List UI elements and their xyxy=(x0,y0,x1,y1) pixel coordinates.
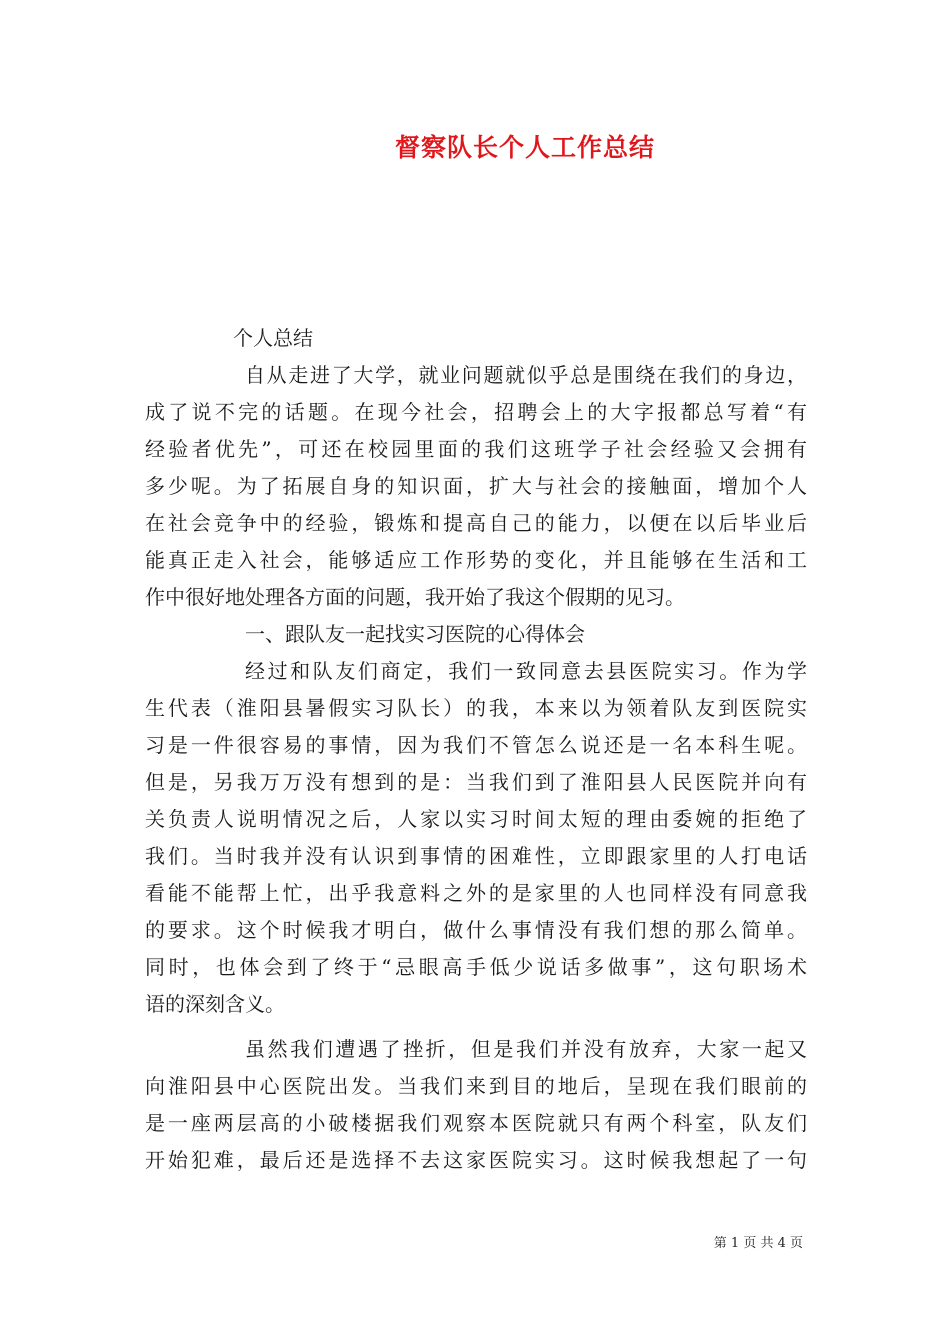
body-line: 虽然我们遭遇了挫折，但是我们并没有放弃，大家一起又 xyxy=(245,1037,807,1061)
body-line: 我们。当时我并没有认识到事情的困难性，立即跟家里的人打电话 xyxy=(145,844,807,868)
page-footer: 第 1 页 共 4 页 xyxy=(713,1236,803,1251)
body-line: 经验者优先”，可还在校园里面的我们这班学子社会经验又会拥有 xyxy=(145,437,807,461)
body-line: 但是，另我万万没有想到的是：当我们到了淮阳县人民医院并向有 xyxy=(145,770,807,794)
body-line: 一、跟队友一起找实习医院的心得体会 xyxy=(245,622,585,646)
body-line: 向淮阳县中心医院出发。当我们来到目的地后，呈现在我们眼前的 xyxy=(145,1074,807,1098)
body-line: 个人总结 xyxy=(233,326,313,350)
body-line: 多少呢。为了拓展自身的知识面，扩大与社会的接触面，增加个人 xyxy=(145,474,807,498)
body-line: 同时，也体会到了终于“忌眼高手低少说话多做事”，这句职场术 xyxy=(145,955,807,979)
body-line: 关负责人说明情况之后，人家以实习时间太短的理由委婉的拒绝了 xyxy=(145,807,807,831)
body-line: 的要求。这个时候我才明白，做什么事情没有我们想的那么简单。 xyxy=(145,918,807,942)
body-line: 习是一件很容易的事情，因为我们不管怎么说还是一名本科生呢。 xyxy=(145,733,807,757)
body-line: 经过和队友们商定，我们一致同意去县医院实习。作为学 xyxy=(245,659,807,683)
body-line: 是一座两层高的小破楼据我们观察本医院就只有两个科室，队友们 xyxy=(145,1111,807,1135)
body-line: 生代表（淮阳县暑假实习队长）的我，本来以为领着队友到医院实 xyxy=(145,696,807,720)
body-line: 能真正走入社会，能够适应工作形势的变化，并且能够在生活和工 xyxy=(145,548,807,572)
body-line: 开始犯难，最后还是选择不去这家医院实习。这时候我想起了一句 xyxy=(145,1148,807,1172)
body-line: 语的深刻含义。 xyxy=(145,992,285,1016)
body-line: 看能不能帮上忙，出乎我意料之外的是家里的人也同样没有同意我 xyxy=(145,881,807,905)
body-line: 自从走进了大学，就业问题就似乎总是围绕在我们的身边， xyxy=(245,363,807,387)
body-line: 作中很好地处理各方面的问题，我开始了我这个假期的见习。 xyxy=(145,585,685,609)
document-title: 督察队长个人工作总结 xyxy=(394,133,655,162)
body-line xyxy=(145,1023,807,1031)
body-line: 成了说不完的话题。在现今社会，招聘会上的大字报都总写着“有 xyxy=(145,400,807,424)
body-line: 在社会竞争中的经验，锻炼和提高自己的能力，以便在以后毕业后 xyxy=(145,511,807,535)
document-body xyxy=(145,320,807,1179)
